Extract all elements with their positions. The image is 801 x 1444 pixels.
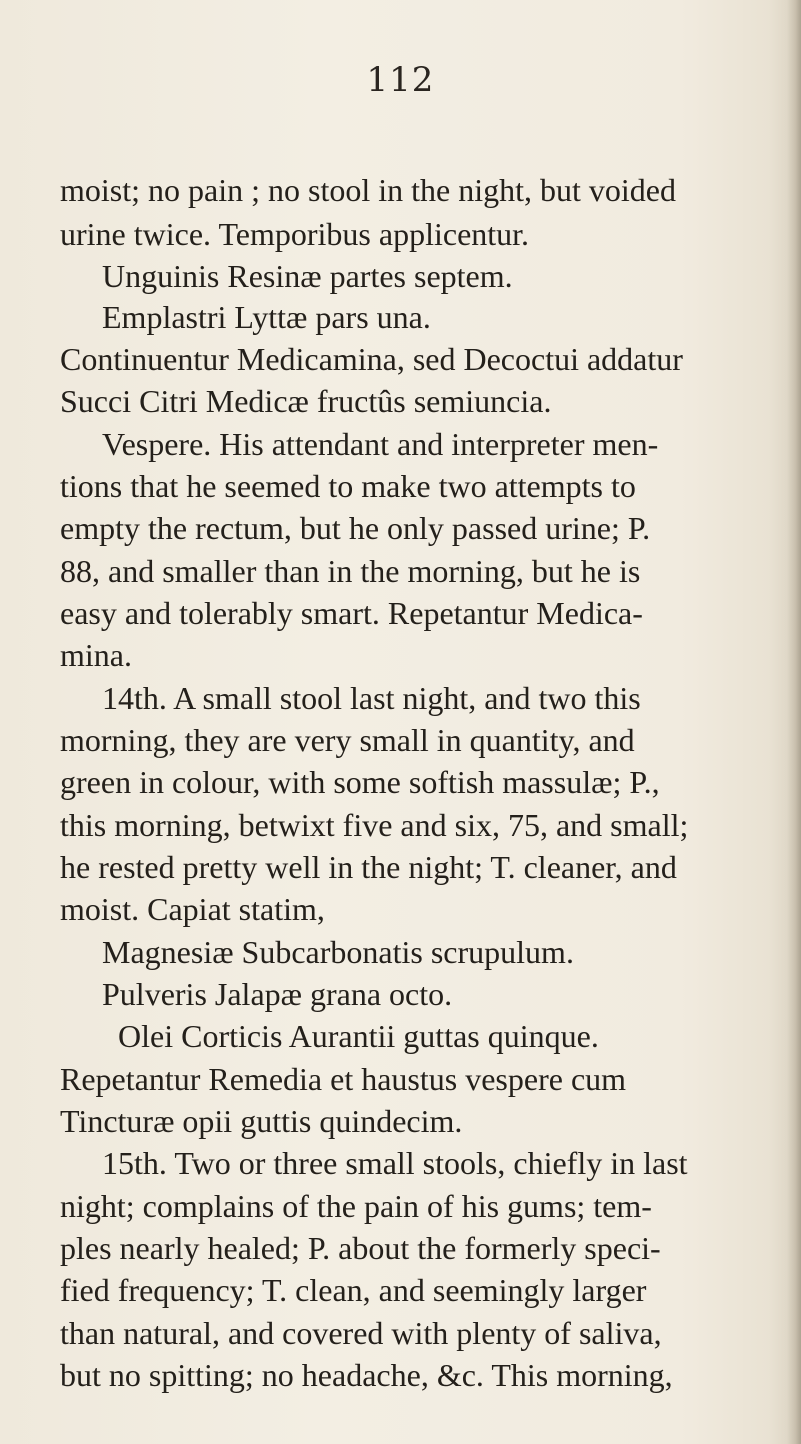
text-line: fied frequency; T. clean, and seemingly larger xyxy=(60,1272,647,1308)
text-line: this morning, betwixt five and six, 75, and small; xyxy=(60,807,689,843)
text-line: tions that he seemed to make two attempts to xyxy=(60,468,636,504)
text-line: Vespere. His attendant and interpreter men- xyxy=(102,426,659,462)
text-line: Unguinis Resinæ partes septem. xyxy=(102,258,513,294)
text-line: 14th. A small stool last night, and two this xyxy=(102,680,641,716)
text-line: he rested pretty well in the night; T. cleaner, and xyxy=(60,849,677,885)
text-line: Pulveris Jalapæ grana octo. xyxy=(102,976,453,1012)
text-line: Repetantur Remedia et haustus vespere cum xyxy=(60,1061,627,1097)
text-line: ples nearly healed; P. about the formerly speci- xyxy=(60,1230,661,1266)
text-line: 15th. Two or three small stools, chiefly in last xyxy=(102,1145,688,1181)
text-line: easy and tolerably smart. Repetantur Medica- xyxy=(60,595,643,631)
text-line: 88, and smaller than in the morning, but he is xyxy=(60,553,641,589)
text-line: Magnesiæ Subcarbonatis scrupulum. xyxy=(102,934,574,970)
text-line: Emplastri Lyttæ pars una. xyxy=(102,299,431,335)
text-line: urine twice. Temporibus applicentur. xyxy=(60,216,530,252)
text-line: moist; no pain ; no stool in the night, but voided xyxy=(60,172,676,208)
text-line: Continuentur Medicamina, sed Decoctui addatur xyxy=(60,341,683,377)
text-line: than natural, and covered with plenty of saliva, xyxy=(60,1315,662,1351)
text-line: morning, they are very small in quantity, and xyxy=(60,722,635,758)
text-line: moist. Capiat statim, xyxy=(60,891,325,927)
text-line: green in colour, with some softish massulæ; P., xyxy=(60,764,660,800)
text-line: empty the rectum, but he only passed urine; P. xyxy=(60,510,651,546)
text-line: Tincturæ opii guttis quindecim. xyxy=(60,1103,463,1139)
text-line: but no spitting; no headache, &c. This morning, xyxy=(60,1357,673,1393)
text-line: Olei Corticis Aurantii guttas quinque. xyxy=(118,1018,599,1054)
page-number: 112 xyxy=(366,60,435,100)
text-line: night; complains of the pain of his gums; tem- xyxy=(60,1188,652,1224)
text-line: Succi Citri Medicæ fructûs semiuncia. xyxy=(60,383,552,419)
text-line: mina. xyxy=(60,637,132,673)
